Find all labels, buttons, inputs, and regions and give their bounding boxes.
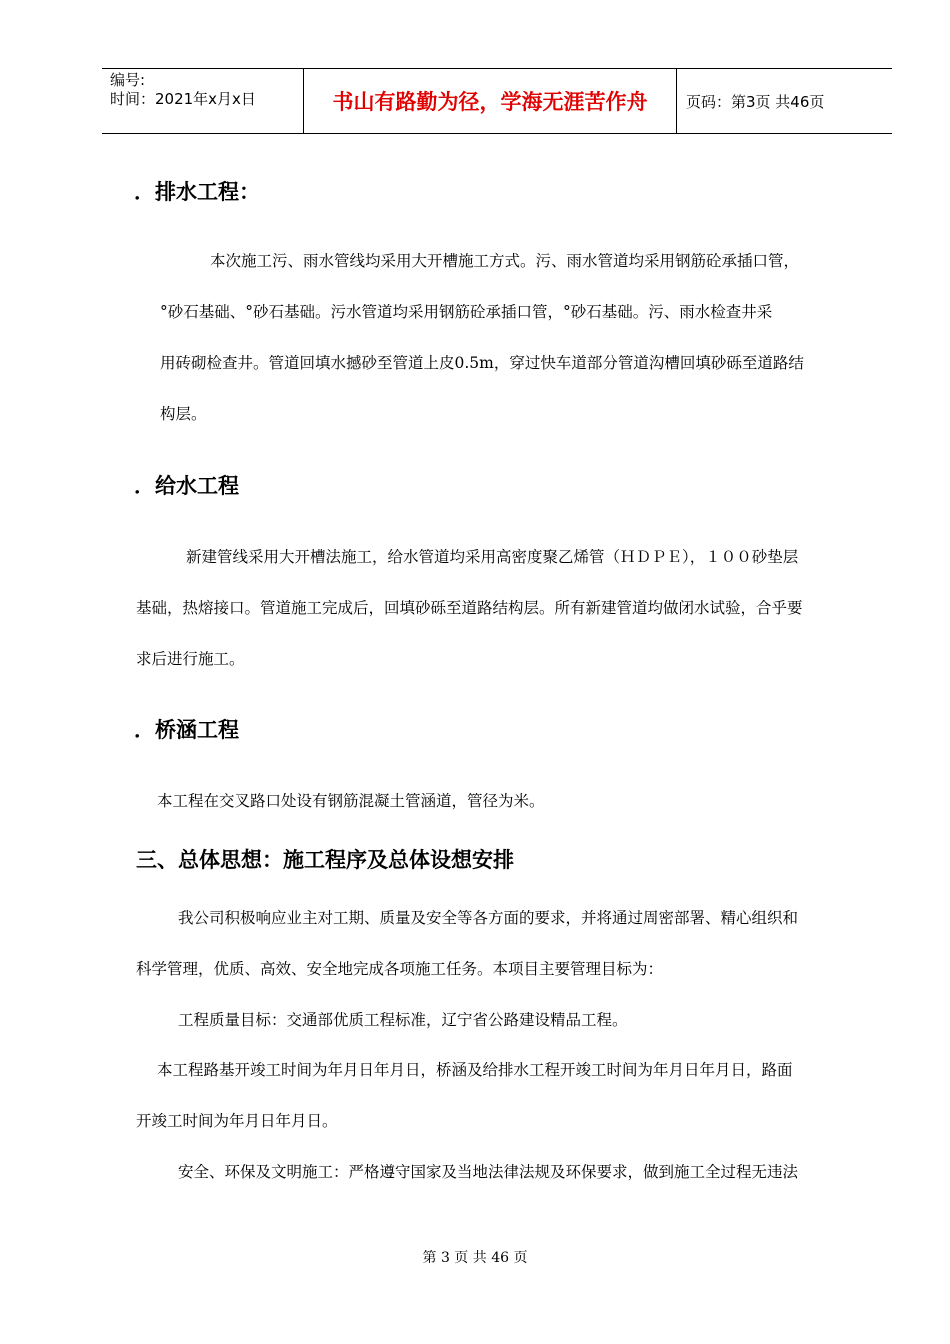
section-heading-overall: 三、总体思想：施工程序及总体设想安排	[136, 848, 514, 872]
page-header	[102, 68, 892, 134]
paragraph-line: 本工程路基开竣工时间为年月日年月日，桥涵及给排水工程开竣工时间为年月日年月日，路面	[157, 1061, 793, 1079]
section-heading-drainage: ．排水工程：	[134, 180, 260, 204]
section-heading-water: ．给水工程	[134, 474, 239, 498]
page-footer: 第 3 页 共 46 页	[422, 1250, 528, 1266]
paragraph-line: 工程质量目标：交通部优质工程标准，辽宁省公路建设精品工程。	[178, 1011, 628, 1029]
paragraph-line: 基础，热熔接口。管道施工完成后，回填砂砾至道路结构层。所有新建管道均做闭水试验，合乎要	[136, 599, 803, 617]
header-motto: 书山有路勤为径，学海无涯苦作舟	[304, 69, 677, 133]
paragraph-line: 用砖砌检查井。管道回填水撼砂至管道上皮0.5m，穿过快车道部分管道沟槽回填砂砾至道路结	[160, 354, 804, 372]
paragraph-line: 开竣工时间为年月日年月日。	[136, 1112, 338, 1130]
paragraph-line: 求后进行施工。	[136, 650, 245, 668]
paragraph-line: 新建管线采用大开槽法施工，给水管道均采用高密度聚乙烯管（ＨＤＰＥ），１００砂垫层	[186, 548, 799, 566]
paragraph-line: 本次施工污、雨水管线均采用大开槽施工方式。污、雨水管道均采用钢筋砼承插口管，	[210, 252, 800, 270]
header-page-info: 页码：第3页 共46页	[686, 92, 825, 111]
paragraph-line: 构层。	[160, 405, 207, 423]
paragraph-line: °砂石基础、°砂石基础。污水管道均采用钢筋砼承插口管，°砂石基础。污、雨水检查井采	[160, 303, 773, 321]
header-meta	[102, 69, 304, 133]
paragraph-line: 我公司积极响应业主对工期、质量及安全等各方面的要求，并将通过周密部署、精心组织和	[178, 909, 799, 927]
paragraph-line: 本工程在交叉路口处设有钢筋混凝土管涵道，管径为米。	[157, 792, 545, 810]
section-heading-culvert: ．桥涵工程	[134, 718, 239, 742]
code-label: 编号:	[110, 71, 146, 89]
paragraph-line: 安全、环保及文明施工：严格遵守国家及当地法律法规及环保要求，做到施工全过程无违法	[178, 1163, 799, 1181]
paragraph-line: 科学管理，优质、高效、安全地完成各项施工任务。本项目主要管理目标为：	[136, 960, 664, 978]
time-label: 时间：2021年x月x日	[110, 90, 256, 108]
